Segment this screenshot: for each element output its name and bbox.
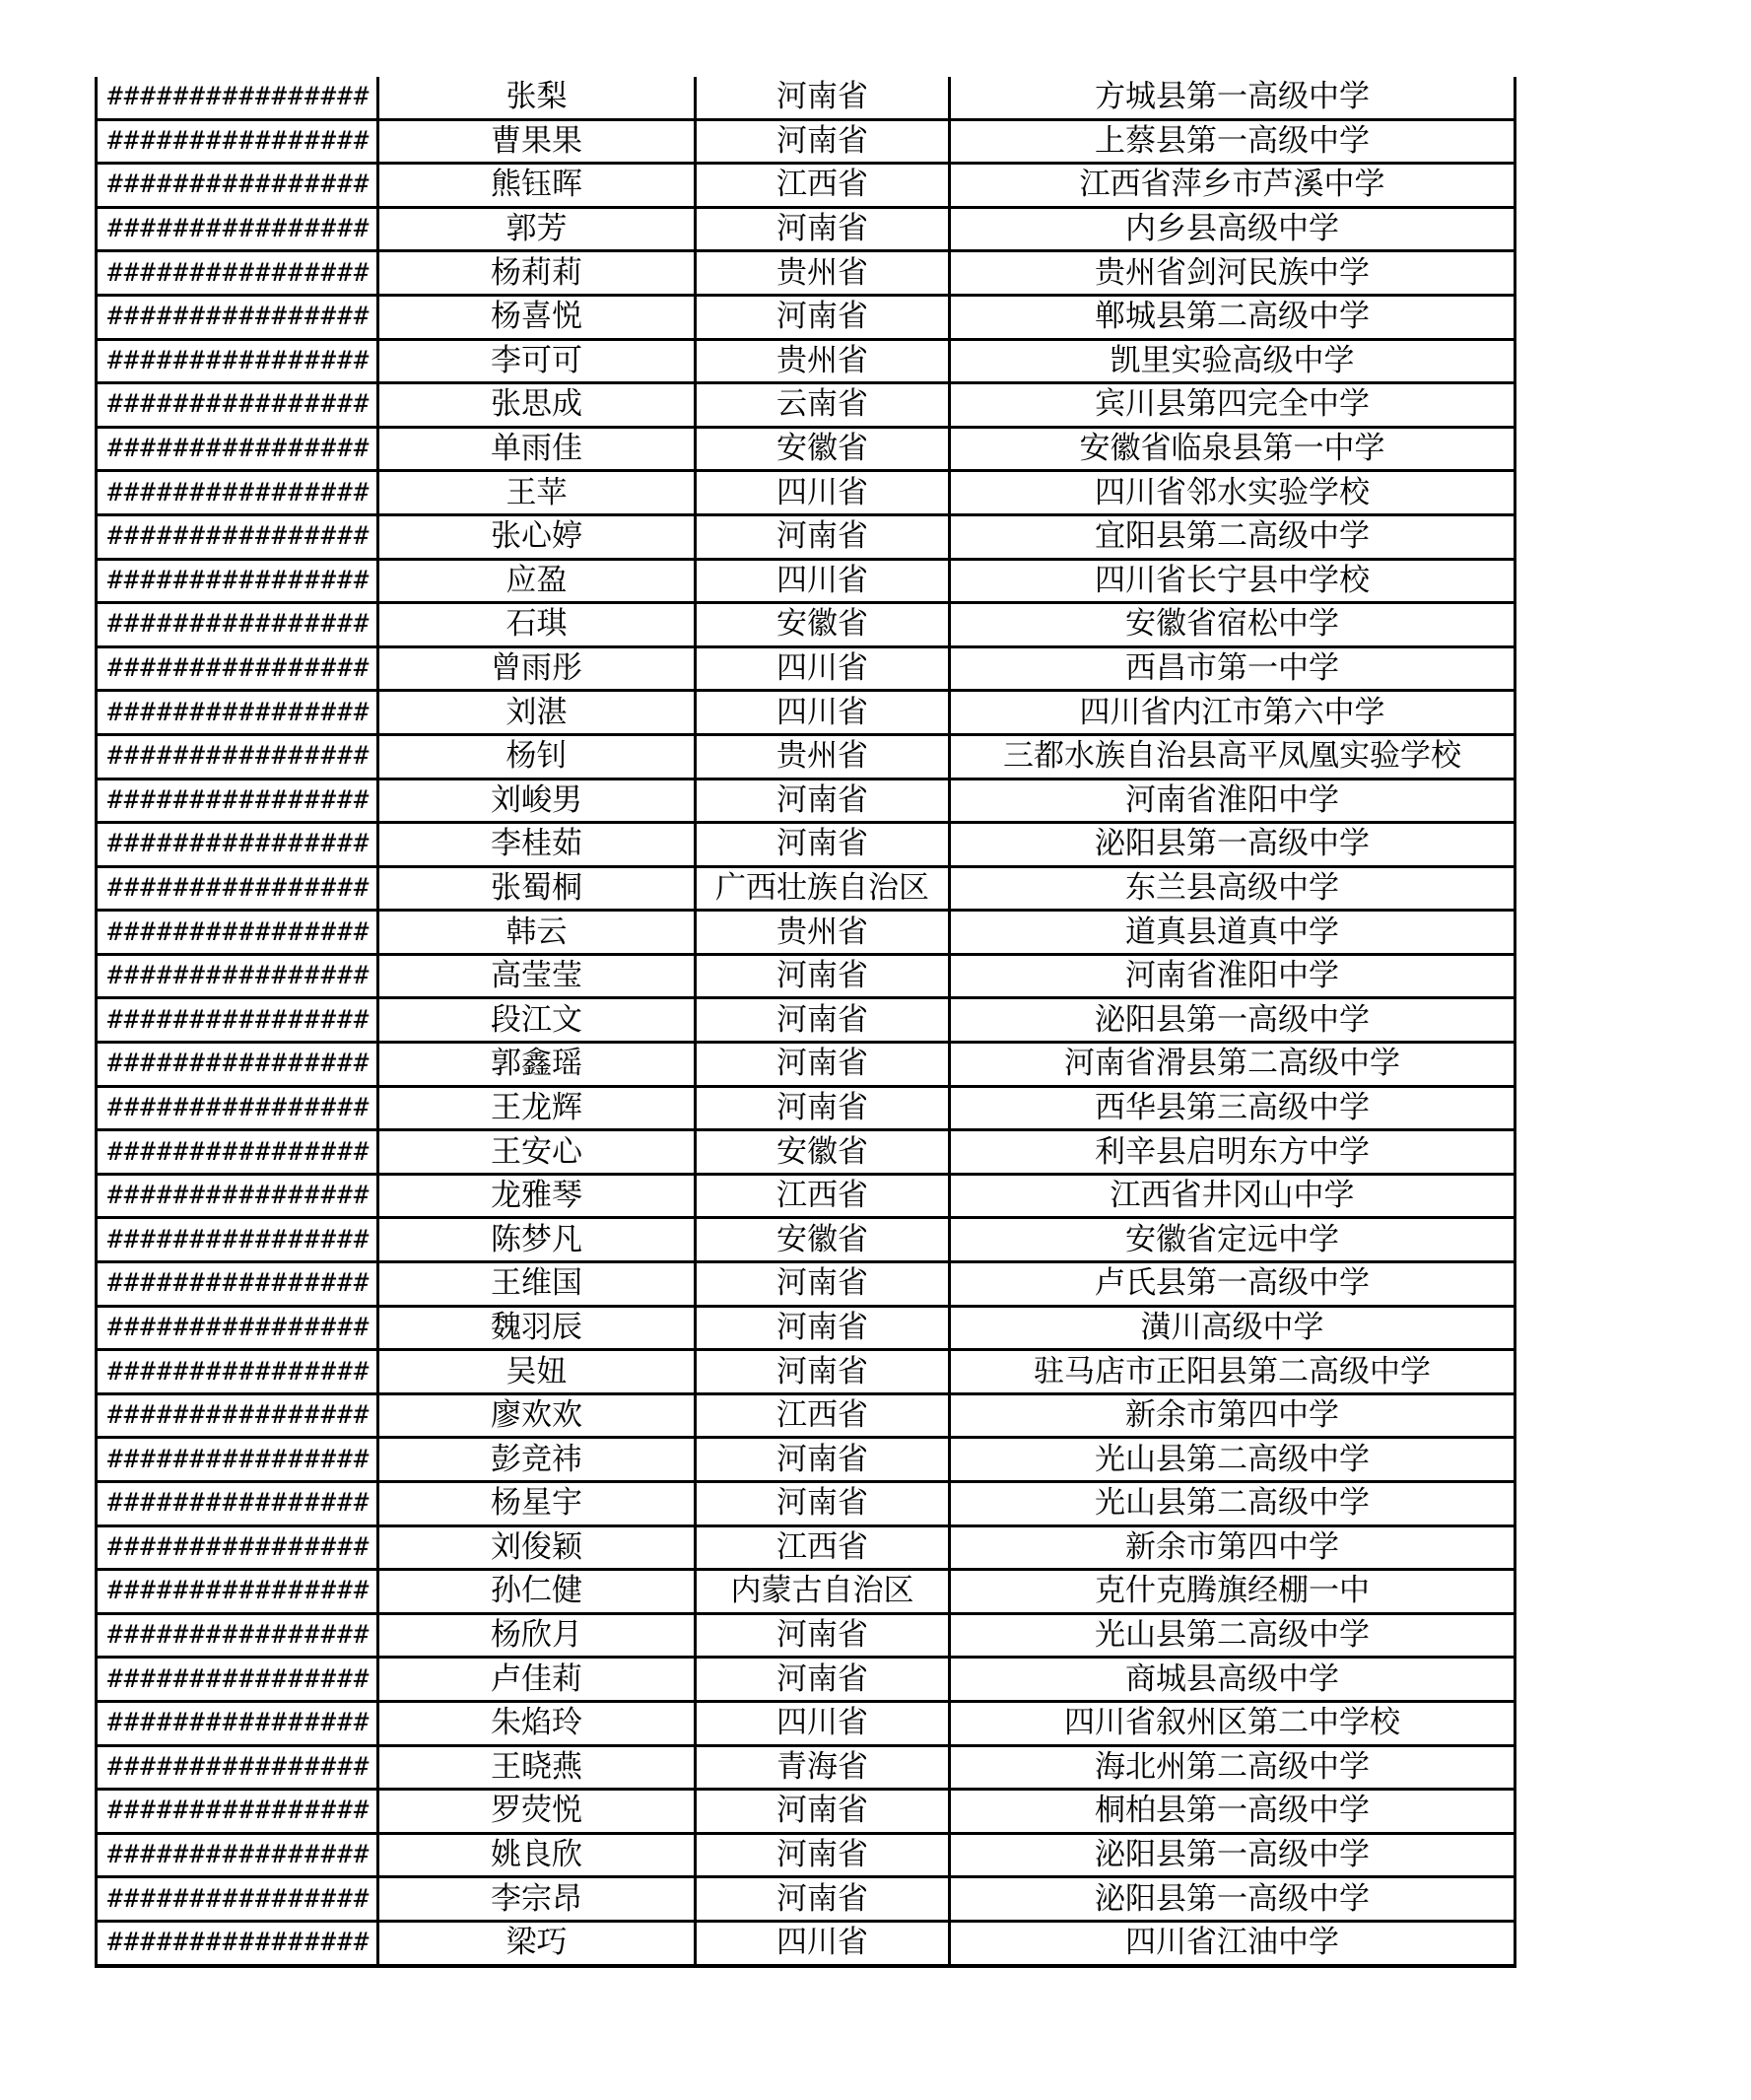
id-cell: ################ [97,471,378,515]
province-cell: 四川省 [696,471,950,515]
name-cell: 李桂茹 [378,823,696,867]
table-row [97,1877,1515,1922]
name-cell: 刘峻男 [378,779,696,823]
table-row [97,251,1515,296]
table-row [97,1043,1515,1087]
name-cell: 李可可 [378,339,696,383]
school-cell: 四川省叙州区第二中学校 [950,1701,1515,1745]
province-cell: 河南省 [696,119,950,164]
school-cell: 内乡县高级中学 [950,207,1515,251]
table-row [97,1570,1515,1614]
name-cell: 高莹莹 [378,954,696,998]
id-cell: ################ [97,251,378,296]
province-cell: 江西省 [696,1393,950,1438]
province-cell: 河南省 [696,1086,950,1130]
table-row [97,77,1515,119]
table-row [97,603,1515,647]
province-cell: 安徽省 [696,603,950,647]
table-row [97,1086,1515,1130]
province-cell: 云南省 [696,383,950,428]
school-cell: 西华县第三高级中学 [950,1086,1515,1130]
table-row [97,295,1515,339]
province-cell: 河南省 [696,1833,950,1877]
school-cell: 新余市第四中学 [950,1393,1515,1438]
name-cell: 杨莉莉 [378,251,696,296]
name-cell: 王晓燕 [378,1745,696,1790]
school-cell: 道真县道真中学 [950,911,1515,955]
name-cell: 李宗昂 [378,1877,696,1922]
school-cell: 安徽省定远中学 [950,1218,1515,1262]
school-cell: 驻马店市正阳县第二高级中学 [950,1350,1515,1394]
id-cell: ################ [97,164,378,208]
name-cell: 吴妞 [378,1350,696,1394]
id-cell: ################ [97,77,378,119]
table-row [97,691,1515,735]
province-cell: 河南省 [696,1613,950,1658]
school-cell: 泌阳县第一高级中学 [950,1833,1515,1877]
id-cell: ################ [97,779,378,823]
table-row [97,559,1515,603]
province-cell: 四川省 [696,646,950,691]
id-cell: ################ [97,1086,378,1130]
school-cell: 宾川县第四完全中学 [950,383,1515,428]
id-cell: ################ [97,646,378,691]
province-cell: 河南省 [696,295,950,339]
province-cell: 河南省 [696,207,950,251]
name-cell: 彭竞祎 [378,1438,696,1482]
table-row [97,998,1515,1043]
name-cell: 廖欢欢 [378,1393,696,1438]
id-cell: ################ [97,1043,378,1087]
table-row [97,1350,1515,1394]
table-row [97,1833,1515,1877]
id-cell: ################ [97,1701,378,1745]
table-row [97,1482,1515,1526]
id-cell: ################ [97,559,378,603]
province-cell: 安徽省 [696,427,950,471]
school-cell: 卢氏县第一高级中学 [950,1262,1515,1307]
school-cell: 桐柏县第一高级中学 [950,1790,1515,1834]
id-cell: ################ [97,383,378,428]
id-cell: ################ [97,603,378,647]
province-cell: 四川省 [696,559,950,603]
table-row [97,1174,1515,1218]
name-cell: 杨星宇 [378,1482,696,1526]
name-cell: 张思成 [378,383,696,428]
name-cell: 刘俊颖 [378,1525,696,1570]
id-cell: ################ [97,734,378,779]
id-cell: ################ [97,1393,378,1438]
name-cell: 刘湛 [378,691,696,735]
data-table-container [95,77,1516,1968]
id-cell: ################ [97,1570,378,1614]
table-row [97,471,1515,515]
table-row [97,164,1515,208]
province-cell: 河南省 [696,1306,950,1350]
table-row [97,1745,1515,1790]
school-cell: 潢川高级中学 [950,1306,1515,1350]
name-cell: 梁巧 [378,1921,696,1965]
name-cell: 朱焰玲 [378,1701,696,1745]
province-cell: 内蒙古自治区 [696,1570,950,1614]
id-cell: ################ [97,514,378,559]
school-cell: 泌阳县第一高级中学 [950,1877,1515,1922]
name-cell: 王龙辉 [378,1086,696,1130]
school-cell: 四川省江油中学 [950,1921,1515,1965]
table-row [97,1262,1515,1307]
school-cell: 宜阳县第二高级中学 [950,514,1515,559]
school-cell: 凯里实验高级中学 [950,339,1515,383]
id-cell: ################ [97,1482,378,1526]
id-cell: ################ [97,998,378,1043]
province-cell: 四川省 [696,1921,950,1965]
name-cell: 张心婷 [378,514,696,559]
table-row [97,823,1515,867]
table-row [97,1790,1515,1834]
name-cell: 郭芳 [378,207,696,251]
school-cell: 克什克腾旗经棚一中 [950,1570,1515,1614]
id-cell: ################ [97,339,378,383]
name-cell: 罗荧悦 [378,1790,696,1834]
province-cell: 四川省 [696,691,950,735]
school-cell: 利辛县启明东方中学 [950,1130,1515,1175]
province-cell: 河南省 [696,998,950,1043]
school-cell: 泌阳县第一高级中学 [950,823,1515,867]
id-cell: ################ [97,1877,378,1922]
table-row [97,1218,1515,1262]
table-row [97,207,1515,251]
province-cell: 贵州省 [696,734,950,779]
id-cell: ################ [97,1921,378,1965]
name-cell: 韩云 [378,911,696,955]
province-cell: 河南省 [696,1438,950,1482]
id-cell: ################ [97,1130,378,1175]
province-cell: 河南省 [696,1262,950,1307]
id-cell: ################ [97,1833,378,1877]
id-cell: ################ [97,1790,378,1834]
province-cell: 河南省 [696,779,950,823]
name-cell: 单雨佳 [378,427,696,471]
name-cell: 石琪 [378,603,696,647]
id-cell: ################ [97,207,378,251]
id-cell: ################ [97,1658,378,1702]
province-cell: 四川省 [696,1701,950,1745]
school-cell: 安徽省临泉县第一中学 [950,427,1515,471]
id-cell: ################ [97,119,378,164]
id-cell: ################ [97,911,378,955]
table-row [97,427,1515,471]
table-row [97,514,1515,559]
school-cell: 泌阳县第一高级中学 [950,998,1515,1043]
school-cell: 光山县第二高级中学 [950,1438,1515,1482]
name-cell: 孙仁健 [378,1570,696,1614]
name-cell: 应盈 [378,559,696,603]
name-cell: 龙雅琴 [378,1174,696,1218]
province-cell: 江西省 [696,1174,950,1218]
id-cell: ################ [97,1262,378,1307]
province-cell: 河南省 [696,954,950,998]
name-cell: 杨欣月 [378,1613,696,1658]
name-cell: 郭鑫瑶 [378,1043,696,1087]
id-cell: ################ [97,1174,378,1218]
province-cell: 河南省 [696,1790,950,1834]
school-cell: 四川省内江市第六中学 [950,691,1515,735]
school-cell: 东兰县高级中学 [950,866,1515,911]
table-row [97,1393,1515,1438]
table-row [97,779,1515,823]
province-cell: 贵州省 [696,339,950,383]
table-row [97,734,1515,779]
province-cell: 河南省 [696,1043,950,1087]
table-row [97,1130,1515,1175]
name-cell: 段江文 [378,998,696,1043]
id-cell: ################ [97,1218,378,1262]
id-cell: ################ [97,691,378,735]
name-cell: 杨钊 [378,734,696,779]
province-cell: 贵州省 [696,911,950,955]
province-cell: 青海省 [696,1745,950,1790]
id-cell: ################ [97,1350,378,1394]
name-cell: 熊钰晖 [378,164,696,208]
name-cell: 王苹 [378,471,696,515]
id-cell: ################ [97,1438,378,1482]
province-cell: 河南省 [696,1658,950,1702]
school-cell: 三都水族自治县高平凤凰实验学校 [950,734,1515,779]
table-row [97,1921,1515,1965]
province-cell: 广西壮族自治区 [696,866,950,911]
school-cell: 新余市第四中学 [950,1525,1515,1570]
school-cell: 河南省淮阳中学 [950,779,1515,823]
table-row [97,866,1515,911]
id-cell: ################ [97,954,378,998]
table-row [97,1525,1515,1570]
name-cell: 王安心 [378,1130,696,1175]
school-cell: 海北州第二高级中学 [950,1745,1515,1790]
province-cell: 安徽省 [696,1130,950,1175]
school-cell: 上蔡县第一高级中学 [950,119,1515,164]
id-cell: ################ [97,1745,378,1790]
province-cell: 安徽省 [696,1218,950,1262]
name-cell: 陈梦凡 [378,1218,696,1262]
province-cell: 河南省 [696,514,950,559]
name-cell: 张梨 [378,77,696,119]
province-cell: 河南省 [696,77,950,119]
id-cell: ################ [97,1613,378,1658]
province-cell: 江西省 [696,164,950,208]
name-cell: 魏羽辰 [378,1306,696,1350]
student-table [95,77,1516,1968]
name-cell: 姚良欣 [378,1833,696,1877]
province-cell: 江西省 [696,1525,950,1570]
school-cell: 贵州省剑河民族中学 [950,251,1515,296]
province-cell: 河南省 [696,1877,950,1922]
province-cell: 河南省 [696,1350,950,1394]
name-cell: 卢佳莉 [378,1658,696,1702]
school-cell: 河南省淮阳中学 [950,954,1515,998]
province-cell: 河南省 [696,1482,950,1526]
table-row [97,119,1515,164]
school-cell: 方城县第一高级中学 [950,77,1515,119]
table-row [97,1613,1515,1658]
school-cell: 郸城县第二高级中学 [950,295,1515,339]
table-row [97,1438,1515,1482]
province-cell: 河南省 [696,823,950,867]
school-cell: 光山县第二高级中学 [950,1613,1515,1658]
name-cell: 张蜀桐 [378,866,696,911]
school-cell: 江西省井冈山中学 [950,1174,1515,1218]
table-row [97,646,1515,691]
school-cell: 西昌市第一中学 [950,646,1515,691]
id-cell: ################ [97,427,378,471]
id-cell: ################ [97,866,378,911]
school-cell: 河南省滑县第二高级中学 [950,1043,1515,1087]
table-row [97,1658,1515,1702]
table-row [97,954,1515,998]
table-row [97,1701,1515,1745]
table-row [97,339,1515,383]
name-cell: 王维国 [378,1262,696,1307]
province-cell: 贵州省 [696,251,950,296]
id-cell: ################ [97,1525,378,1570]
school-cell: 江西省萍乡市芦溪中学 [950,164,1515,208]
name-cell: 杨喜悦 [378,295,696,339]
id-cell: ################ [97,295,378,339]
id-cell: ################ [97,1306,378,1350]
table-row [97,1306,1515,1350]
school-cell: 四川省邻水实验学校 [950,471,1515,515]
table-row [97,383,1515,428]
table-row [97,911,1515,955]
id-cell: ################ [97,823,378,867]
name-cell: 曾雨彤 [378,646,696,691]
school-cell: 四川省长宁县中学校 [950,559,1515,603]
school-cell: 安徽省宿松中学 [950,603,1515,647]
table-body [97,77,1515,1966]
school-cell: 光山县第二高级中学 [950,1482,1515,1526]
school-cell: 商城县高级中学 [950,1658,1515,1702]
name-cell: 曹果果 [378,119,696,164]
